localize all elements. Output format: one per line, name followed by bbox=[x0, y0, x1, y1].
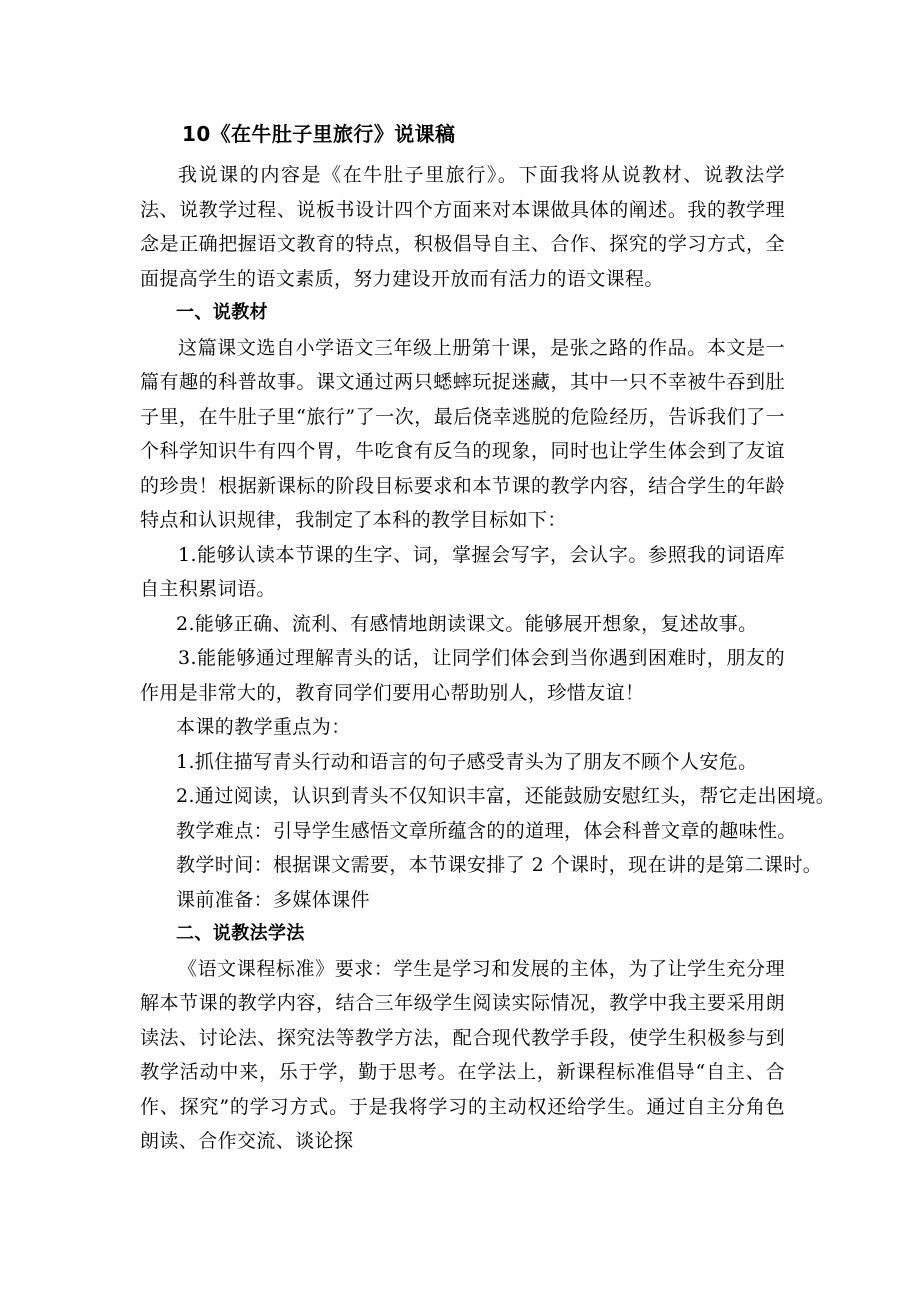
section-heading-textbook: 一、说教材 bbox=[176, 302, 268, 323]
intro-paragraph: 我说课的内容是《在牛肚子里旅行》。下面我将从说教材、说教法学法、说教学过程、说板书设计四个方面来对本课做具体的阐述。我的教学理念是正确把握语文教育的特点，积极倡导自主、合作、探究的学习方式，全面提高学生的语文素质，努力建设开放而有活力的语文课程。 bbox=[140, 164, 785, 290]
teaching-time: 教学时间：根据课文需要，本节课安排了 2 个课时，现在讲的是第二课时。 bbox=[176, 854, 823, 876]
class-preparation: 课前准备：多媒体课件 bbox=[176, 888, 371, 911]
key-point-item: 2.通过阅读，认识到青头不仅知识丰富，还能鼓励安慰红头，帮它走出困境。 bbox=[176, 785, 836, 807]
goal-item: 3.能能够通过理解青头的话，让同学们体会到当你遇到困难时，朋友的作用是非常大的，教育同学们要用心帮助别人，珍惜友谊！ bbox=[140, 647, 785, 704]
document-body bbox=[140, 118, 836, 1159]
goal-item: 2.能够正确、流利、有感情地朗读课文。能够展开想象，复述故事。 bbox=[176, 612, 758, 635]
textbook-paragraph: 这篇课文选自小学语文三年级上册第十课，是张之路的作品。本文是一篇有趣的科普故事。课文通过两只蟋蟀玩捉迷藏，其中一只不幸被牛吞到肚子里，在牛肚子里“旅行”了一次，最后侥幸逃脱的危险经历，告诉我们了一个科学知识牛有四个胃，牛吃食有反刍的现象，同时也让学生体会到了友谊的珍贵！根据新课标的阶段目标要求和本节课的教学内容，结合学生的年龄特点和认识规律，我制定了本科的教学目标如下： bbox=[140, 336, 785, 531]
teaching-difficulty: 教学难点：引导学生感悟文章所蕴含的的道理，体会科普文章的趣味性。 bbox=[176, 819, 797, 842]
methods-paragraph: 《语文课程标准》要求：学生是学习和发展的主体，为了让学生充分理解本节课的教学内容，结合三年级学生阅读实际情况，教学中我主要采用朗读法、讨论法、探究法等教学方法，配合现代教学手段，使学生积极参与到教学活动中来，乐于学，勤于思考。在学法上，新课程标准倡导“自主、合作、探究”的学习方式。于是我将学习的主动权还给学生。通过自主分角色朗读、合作交流、谈论探 bbox=[140, 957, 785, 1152]
section-heading-methods: 二、说教法学法 bbox=[176, 923, 305, 944]
key-point-item: 1.抓住描写青头行动和语言的句子感受青头为了朋友不顾个人安危。 bbox=[176, 750, 758, 773]
goal-item: 1.能够认读本节课的生字、词，掌握会写字，会认字。参照我的词语库自主积累词语。 bbox=[140, 543, 785, 600]
key-points-label: 本课的教学重点为： bbox=[176, 716, 351, 738]
document-title: 10《在牛肚子里旅行》说课稿 bbox=[182, 122, 456, 146]
